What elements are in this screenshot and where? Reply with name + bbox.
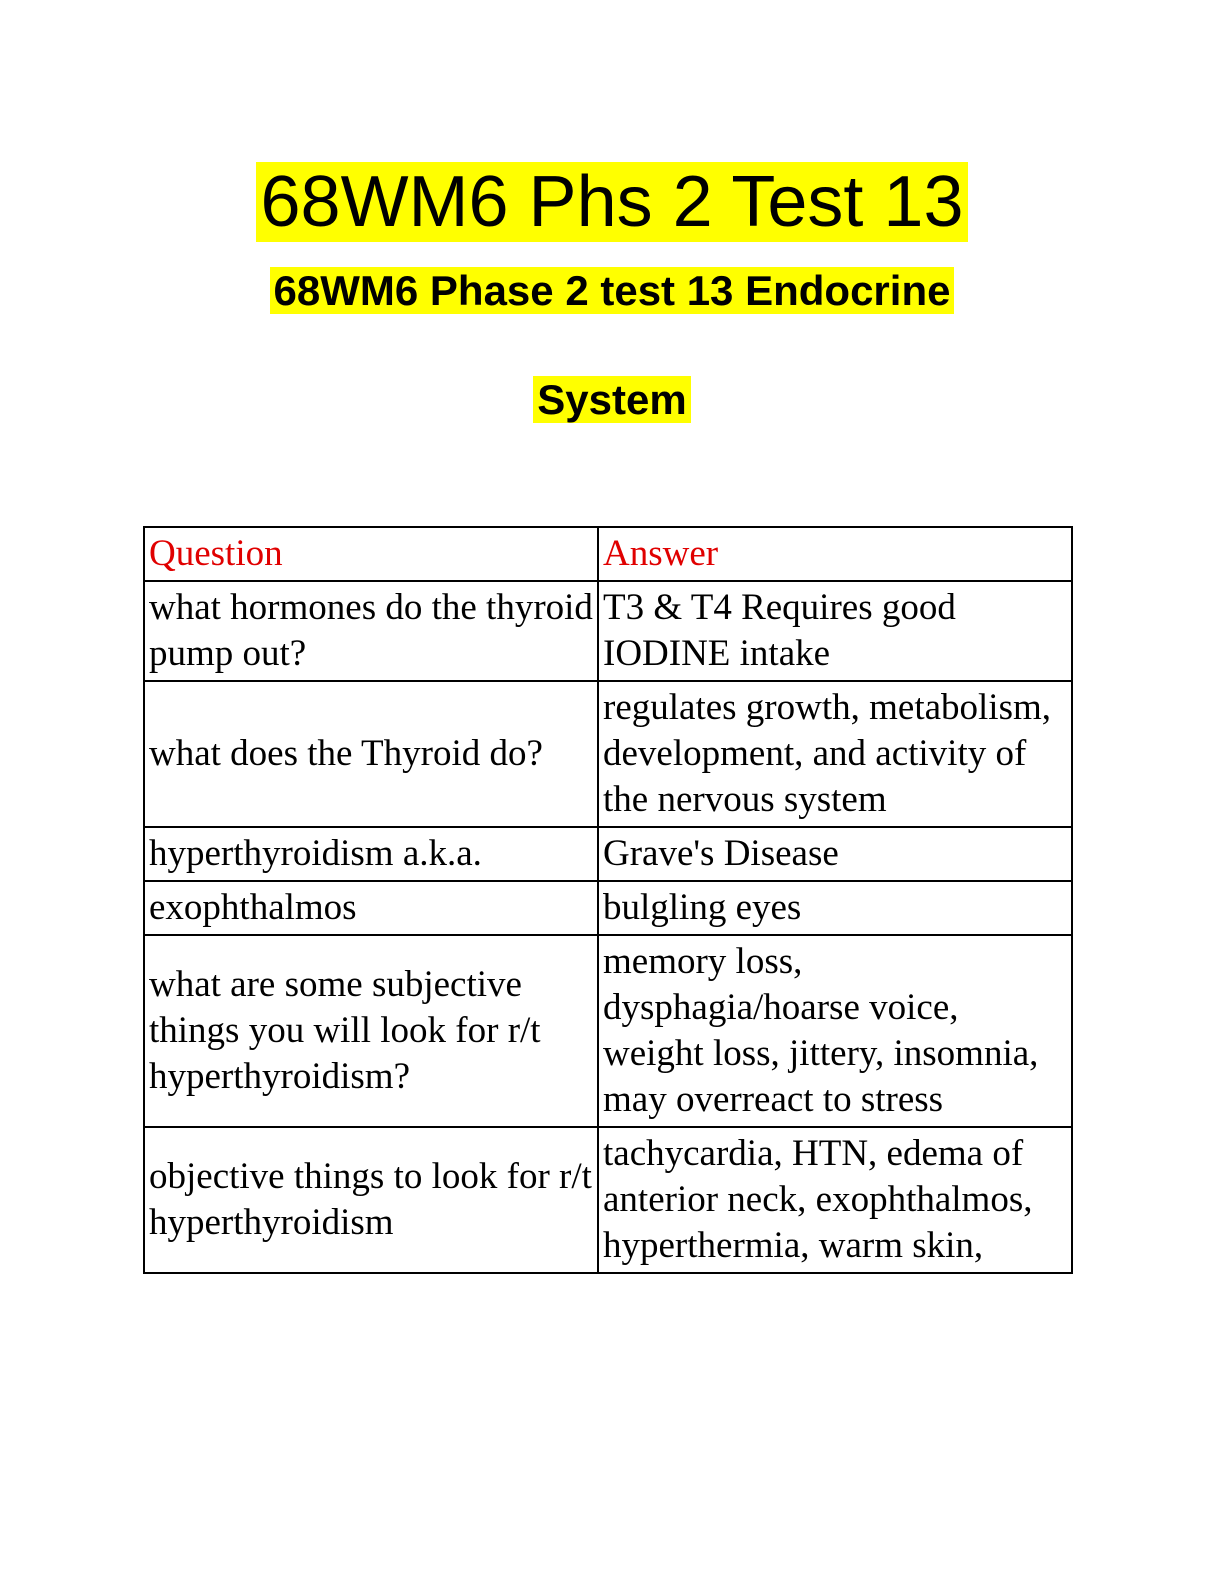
- header-question: Question: [144, 527, 598, 581]
- answer-cell: regulates growth, metabolism, development, and activity of the nervous system: [598, 681, 1072, 827]
- question-cell: objective things to look for r/t hyperthyroidism: [144, 1127, 598, 1273]
- header-answer: Answer: [598, 527, 1072, 581]
- qa-table: [143, 526, 1073, 1274]
- table-row: [144, 827, 1072, 881]
- document-subtitle-continued: [0, 373, 1224, 427]
- question-cell: what are some subjective things you will look for r/t hyperthyroidism?: [144, 935, 598, 1127]
- question-cell: what does the Thyroid do?: [144, 681, 598, 827]
- answer-cell: tachycardia, HTN, edema of anterior neck, exophthalmos, hyperthermia, warm skin,: [598, 1127, 1072, 1273]
- document-subtitle-line2: System: [533, 376, 690, 423]
- document-subtitle-line1: 68WM6 Phase 2 test 13 Endocrine: [270, 267, 955, 314]
- document-title: [0, 160, 1224, 244]
- question-cell: exophthalmos: [144, 881, 598, 935]
- question-cell: hyperthyroidism a.k.a.: [144, 827, 598, 881]
- table-row: [144, 881, 1072, 935]
- table-row: [144, 1127, 1072, 1273]
- answer-cell: T3 & T4 Requires good IODINE intake: [598, 581, 1072, 681]
- answer-cell: memory loss, dysphagia/hoarse voice, weight loss, jittery, insomnia, may overreact to stress: [598, 935, 1072, 1127]
- table-row: [144, 681, 1072, 827]
- answer-cell: Grave's Disease: [598, 827, 1072, 881]
- answer-cell: bulgling eyes: [598, 881, 1072, 935]
- table-header-row: [144, 527, 1072, 581]
- document-subtitle: [0, 264, 1224, 318]
- table-row: [144, 935, 1072, 1127]
- table-row: [144, 581, 1072, 681]
- document-title-text: 68WM6 Phs 2 Test 13: [256, 162, 967, 242]
- question-cell: what hormones do the thyroid pump out?: [144, 581, 598, 681]
